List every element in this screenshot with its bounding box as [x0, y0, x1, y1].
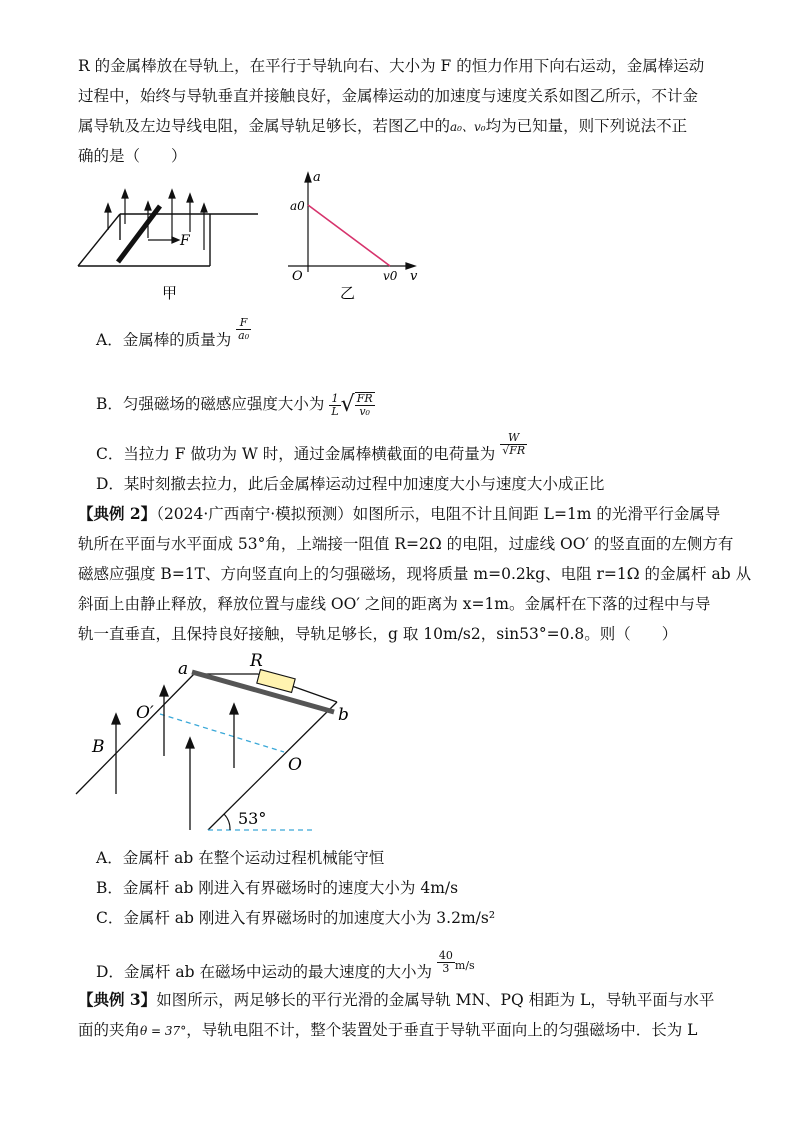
option-c: C．金属杆 ab 刚进入有界磁场时的加速度大小为 3.2m/s²	[96, 909, 496, 927]
force-label: F	[180, 233, 190, 249]
option-a: A．金属杆 ab 在整个运动过程机械能守恒	[96, 849, 385, 867]
label-a: a	[178, 659, 189, 679]
math-symbols: θ = 37°	[140, 1024, 187, 1038]
label-B: B	[92, 737, 105, 757]
field-arrows	[112, 686, 238, 830]
option-d	[96, 948, 475, 982]
graph-line	[308, 205, 390, 266]
paragraph-line: 磁感应强度 B=1T、方向竖直向上的匀强磁场，现将质量 m=0.2kg、电阻 r=1Ω 的金属杆 ab 从	[78, 565, 752, 583]
option-text: B．匀强磁场的磁感应强度大小为	[96, 395, 325, 413]
label-b: b	[338, 705, 349, 725]
paragraph-line: 过程中，始终与导轨垂直并接触良好，金属棒运动的加速度与速度关系如图乙所示，不计金	[78, 87, 699, 105]
fraction	[236, 317, 251, 342]
label-O: O	[288, 755, 302, 775]
denominator: a₀	[238, 328, 250, 342]
fraction	[329, 393, 340, 418]
option-text: C．当拉力 F 做功为 W 时，通过金属棒横截面的电荷量为	[96, 445, 496, 463]
resistor	[257, 670, 295, 693]
denominator: v₀	[359, 405, 370, 418]
radical-sign: √	[340, 392, 355, 417]
paragraph-line: 轨所在平面与水平面成 53°角，上端接一阻值 R=2Ω 的电阻，过虚线 OO′ 的竖直面的左侧方有	[78, 535, 734, 553]
figure-incline-rails	[72, 648, 372, 838]
option-d: D．某时刻撤去拉力，此后金属棒运动过程中加速度大小与速度大小成正比	[96, 475, 605, 493]
unit: m/s	[454, 959, 475, 972]
paragraph-line: 斜面上由静止释放，释放位置与虚线 OO′ 之间的距离为 x=1m。金属杆在下落的过程中与导	[78, 595, 711, 613]
option-text: D．金属杆 ab 在磁场中运动的最大速度的大小为	[96, 963, 432, 981]
figure-caption-right: 乙	[340, 284, 356, 302]
y-intercept-label: a0	[290, 199, 305, 213]
paragraph-line	[78, 990, 714, 1010]
label-O-prime: O′	[136, 703, 154, 723]
option-b	[96, 392, 375, 418]
text-segment: 属导轨及左边导线电阻，金属导轨足够长，若图乙中的	[78, 117, 451, 135]
paragraph-line: 确的是（ ）	[78, 147, 187, 165]
text-segment: ，导轨电阻不计，整个装置处于垂直于导轨平面向上的匀强磁场中．长为 L	[186, 1021, 698, 1039]
figure-caption-left: 甲	[162, 284, 178, 302]
fraction	[437, 950, 455, 975]
denominator: L	[331, 404, 339, 418]
figure-rail-graph	[70, 168, 430, 308]
text-segment: 如图所示，两足够长的平行光滑的金属导轨 MN、PQ 相距为 L，导轨平面与水平	[156, 991, 715, 1009]
option-text: A．金属棒的质量为	[96, 331, 232, 349]
axis-y-label: a	[313, 170, 321, 185]
example-tag: 【典例 2】	[78, 504, 157, 523]
text-segment: 均为已知量，则下列说法不正	[485, 117, 688, 135]
angle-arc	[224, 814, 230, 830]
numerator: 1	[329, 393, 340, 406]
paragraph-line	[78, 504, 720, 524]
option-c	[96, 430, 527, 464]
numerator: FR	[356, 392, 373, 405]
math-symbols: a₀、v₀	[450, 120, 486, 134]
paragraph-line: 轨一直垂直，且保持良好接触，导轨足够长，g 取 10m/s2，sin53°=0.8。则（ ）	[78, 625, 678, 643]
label-R: R	[250, 651, 263, 671]
origin-label: O	[292, 269, 303, 284]
numerator: F	[236, 317, 251, 330]
axis-x-label: v	[410, 269, 418, 284]
denominator: 3	[442, 961, 450, 975]
paragraph-line	[78, 1020, 697, 1041]
incline-rails	[76, 674, 337, 830]
graph-axes	[288, 173, 415, 272]
fraction	[500, 432, 527, 457]
angle-label: 53°	[238, 809, 267, 828]
dashed-boundary	[160, 714, 284, 752]
numerator: 40	[438, 948, 453, 962]
option-b: B．金属杆 ab 刚进入有界磁场时的速度大小为 4m/s	[96, 879, 459, 897]
x-intercept-label: v0	[383, 269, 398, 283]
text-segment: （2024·广西南宁·模拟预测）如图所示，电阻不计且间距 L=1m 的光滑平行金属导	[156, 505, 721, 523]
paragraph-line: R 的金属棒放在导轨上，在平行于导轨向右、大小为 F 的恒力作用下向右运动，金属棒运动	[78, 57, 705, 75]
force-arrow	[148, 237, 179, 243]
example-tag: 【典例 3】	[78, 990, 157, 1009]
radical-fraction	[355, 392, 375, 418]
denominator: √FR	[502, 443, 526, 457]
text-segment: 面的夹角	[78, 1021, 141, 1039]
paragraph-line	[78, 116, 687, 137]
option-a	[96, 315, 251, 350]
numerator: W	[500, 432, 527, 445]
